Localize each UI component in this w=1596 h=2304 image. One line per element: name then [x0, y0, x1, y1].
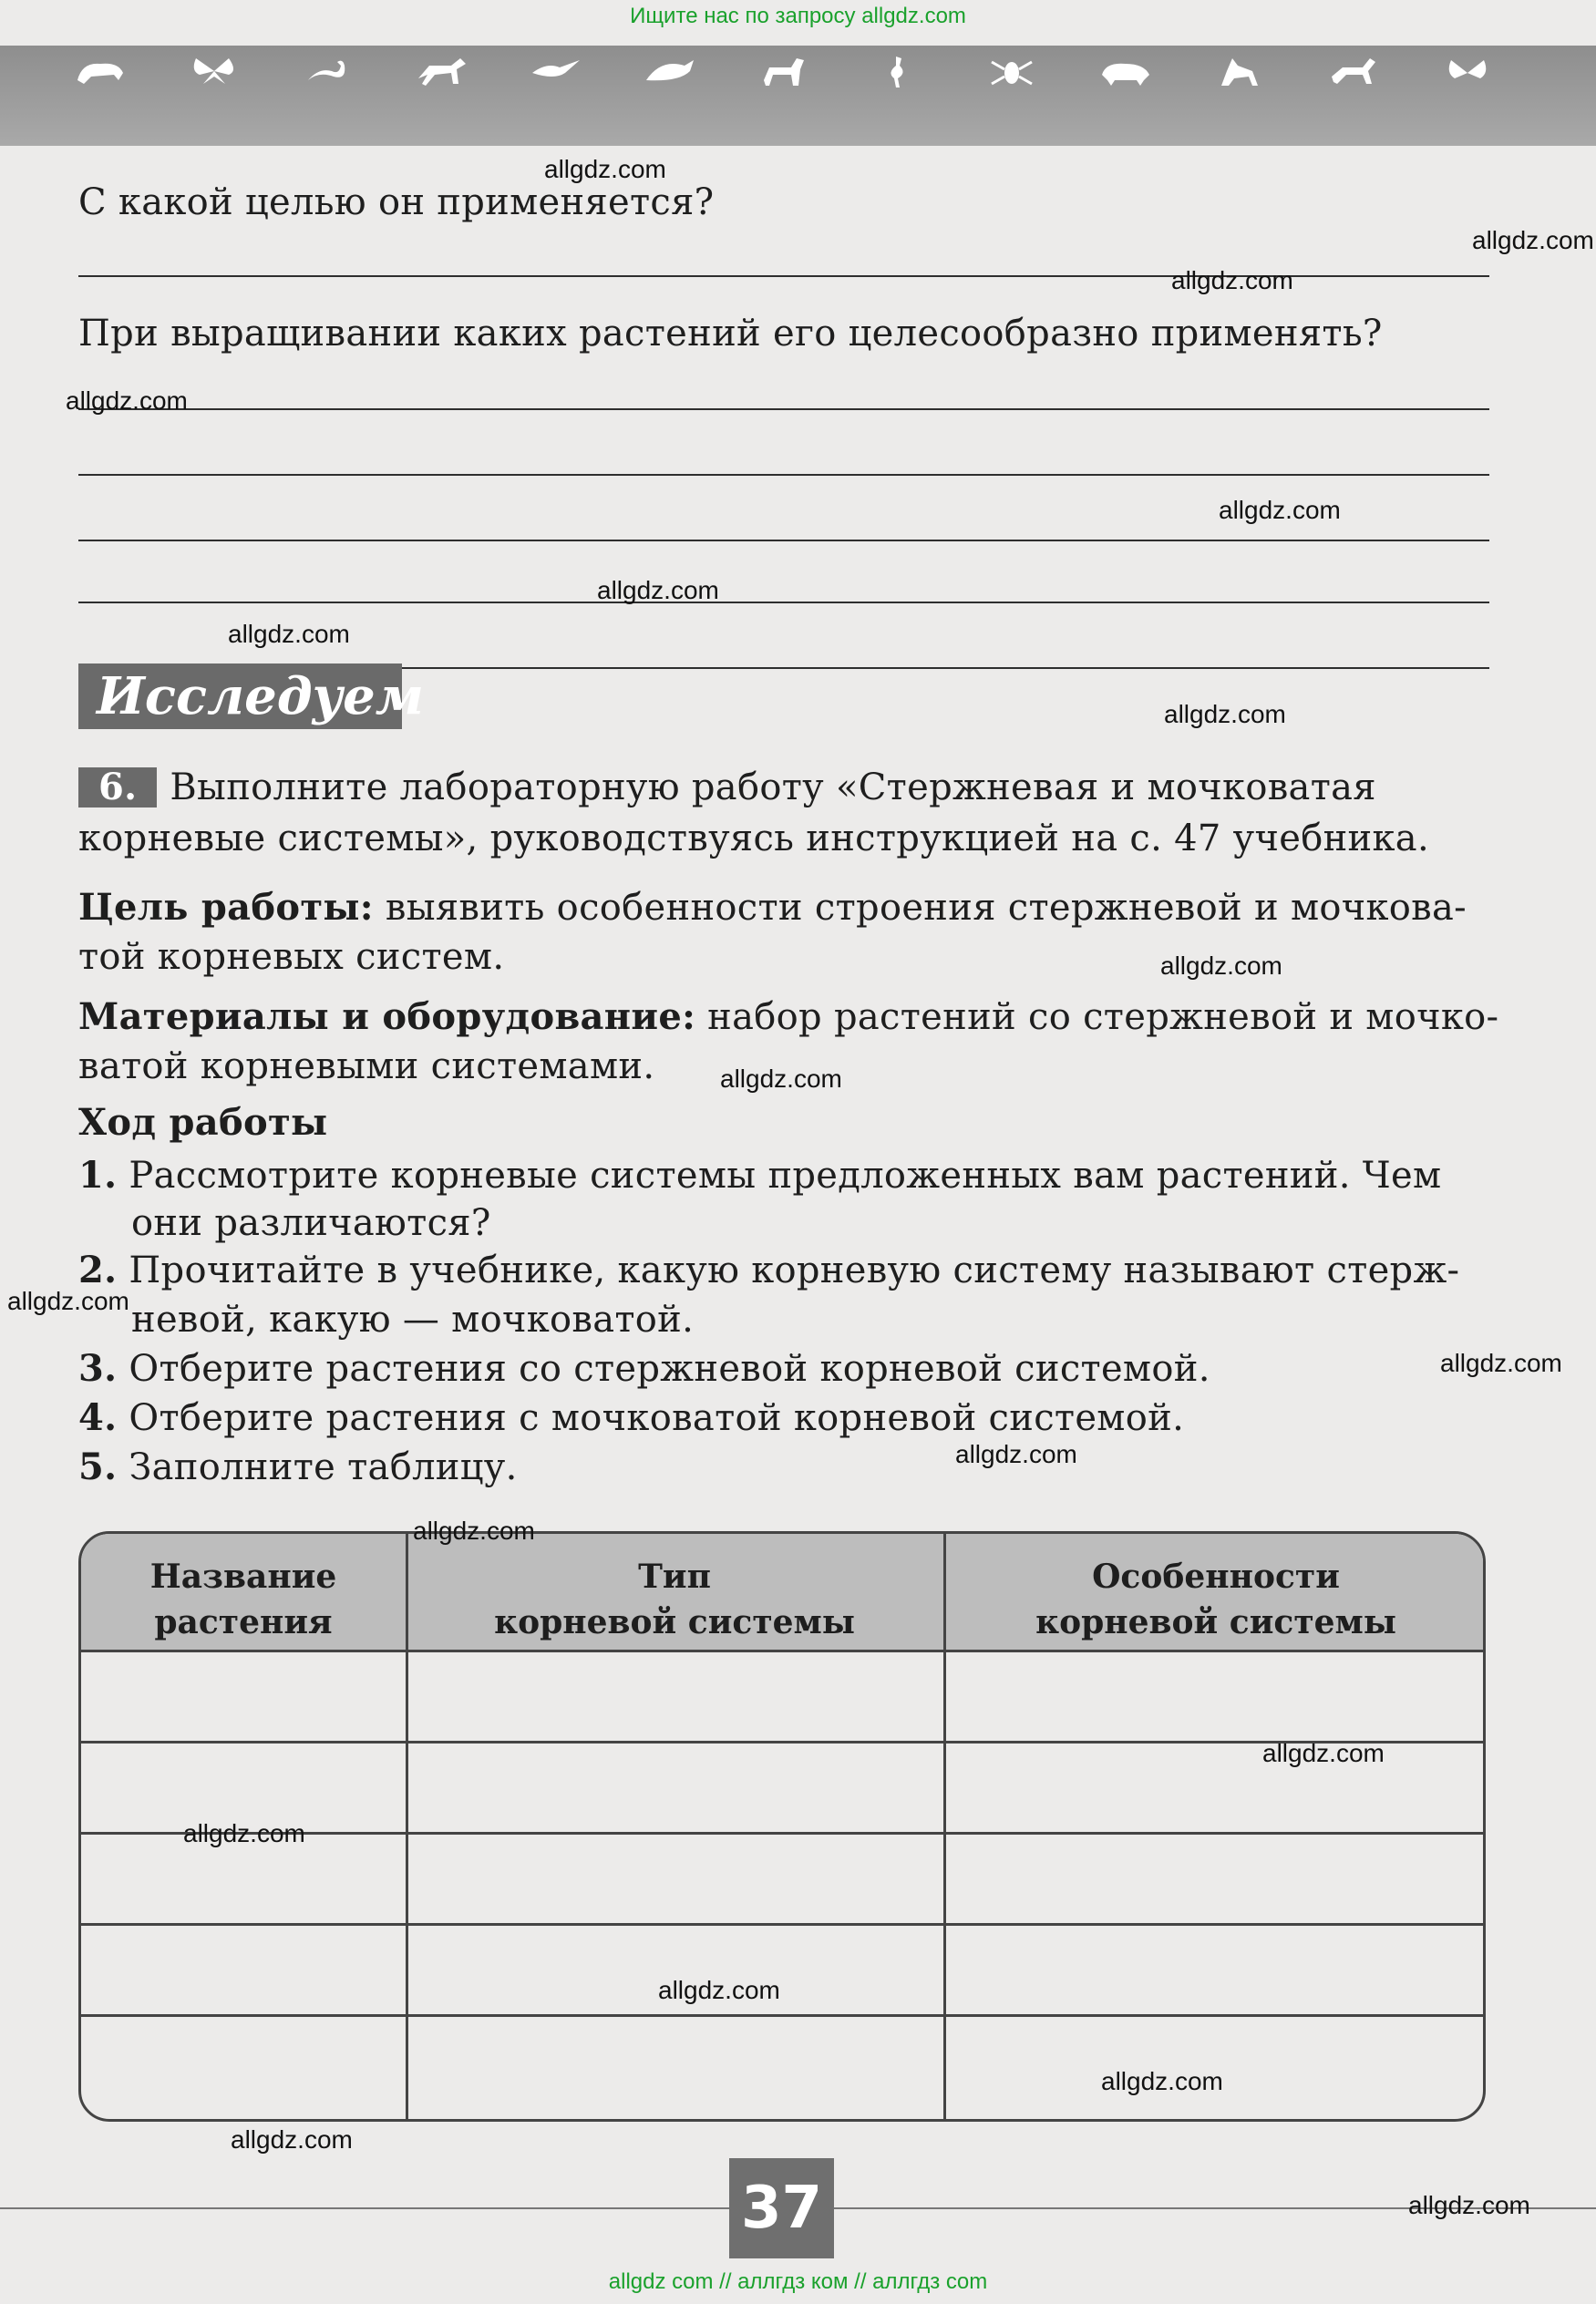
watermark: allgdz.com [7, 1287, 129, 1315]
answer-line [78, 602, 1489, 603]
watermark: allgdz.com [231, 2125, 353, 2154]
antelope-icon [1326, 53, 1381, 89]
goal-line2: той корневых систем. [78, 936, 505, 978]
watermark: allgdz.com [720, 1065, 842, 1093]
watermark: allgdz.com [544, 155, 666, 183]
watermark: allgdz.com [183, 1819, 305, 1847]
materials-line1: Материалы и оборудование: набор растений со стержневой и мочко- [78, 995, 1499, 1038]
answer-line [78, 474, 1489, 476]
table-row [81, 1923, 1483, 1926]
bird-standing-icon [870, 53, 925, 89]
question-plants: При выращивании каких растений его целесообразно применять? [78, 313, 1383, 355]
watermark: allgdz.com [955, 1440, 1077, 1468]
header-plant-name: Название растения [149, 1558, 337, 1641]
task-number-badge: 6. [78, 767, 157, 807]
step-5: 5. Заполните таблицу. [78, 1445, 518, 1488]
cat-icon [1212, 53, 1267, 89]
bird-icon [529, 53, 583, 89]
step-1: 1. Рассмотрите корневые системы предложенных вам растений. Чем [78, 1154, 1442, 1197]
watermark: allgdz.com [1219, 496, 1341, 524]
horse-icon [415, 53, 469, 89]
header-root-type: Тип корневой системы [494, 1558, 855, 1641]
boar-icon [1098, 53, 1153, 89]
header-root-features: Особенности корневой системы [1035, 1558, 1396, 1641]
watermark: allgdz.com [1472, 226, 1594, 254]
watermark: allgdz.com [1171, 266, 1293, 294]
watermark: allgdz.com [413, 1517, 535, 1545]
watermark: allgdz.com [1262, 1739, 1385, 1767]
dolphin-icon [643, 53, 697, 89]
progress-title: Ход работы [78, 1101, 328, 1144]
answer-line [78, 540, 1489, 541]
question-purpose: С какой целью он применяется? [78, 181, 715, 223]
insect-icon [984, 53, 1039, 89]
watermark: allgdz.com [66, 386, 188, 415]
moose-icon [757, 53, 811, 89]
page-number: 37 [729, 2158, 834, 2258]
column-divider [943, 1534, 946, 2119]
goal-label: Цель работы: [78, 886, 374, 929]
watermark: allgdz.com [1160, 951, 1282, 980]
bison-icon [73, 53, 128, 89]
answer-line [78, 408, 1489, 410]
watermark: allgdz.com [1101, 2067, 1223, 2095]
step-2-cont: невой, какую — мочковатой. [131, 1299, 695, 1341]
moth-icon [1440, 53, 1495, 89]
watermark: allgdz.com [1164, 700, 1286, 728]
scorpion-icon [301, 53, 355, 89]
goal-line1: Цель работы: выявить особенности строения стержневой и мочкова- [78, 886, 1467, 929]
step-1-cont: они различаются? [131, 1202, 491, 1244]
top-site-link[interactable]: Ищите нас по запросу allgdz.com [630, 4, 966, 28]
materials-line2: ватой корневыми системами. [78, 1045, 655, 1087]
task-6-line1: 6. Выполните лабораторную работу «Стержневая и мочковатая [78, 764, 1376, 811]
watermark: allgdz.com [1408, 2191, 1530, 2219]
table-row [81, 2014, 1483, 2017]
step-3: 3. Отберите растения со стержневой корневой системой. [78, 1347, 1210, 1390]
animal-silhouettes-row [73, 53, 1495, 89]
section-title: Исследуем [78, 663, 402, 729]
watermark: allgdz.com [658, 1976, 780, 2004]
butterfly-icon [187, 53, 242, 89]
task-6-line2: корневые системы», руководствуясь инструкцией на с. 47 учебника. [78, 818, 1429, 859]
bottom-site-links[interactable]: allgdz com // аллгдз ком // аллгдз com [608, 2269, 988, 2294]
watermark: allgdz.com [1440, 1349, 1562, 1377]
watermark: allgdz.com [597, 576, 719, 604]
materials-label: Материалы и оборудование: [78, 995, 696, 1038]
column-divider [406, 1534, 408, 2119]
watermark: allgdz.com [228, 620, 350, 648]
step-4: 4. Отберите растения с мочковатой корневой системой. [78, 1396, 1185, 1439]
step-2: 2. Прочитайте в учебнике, какую корневую систему называют стерж- [78, 1249, 1460, 1291]
